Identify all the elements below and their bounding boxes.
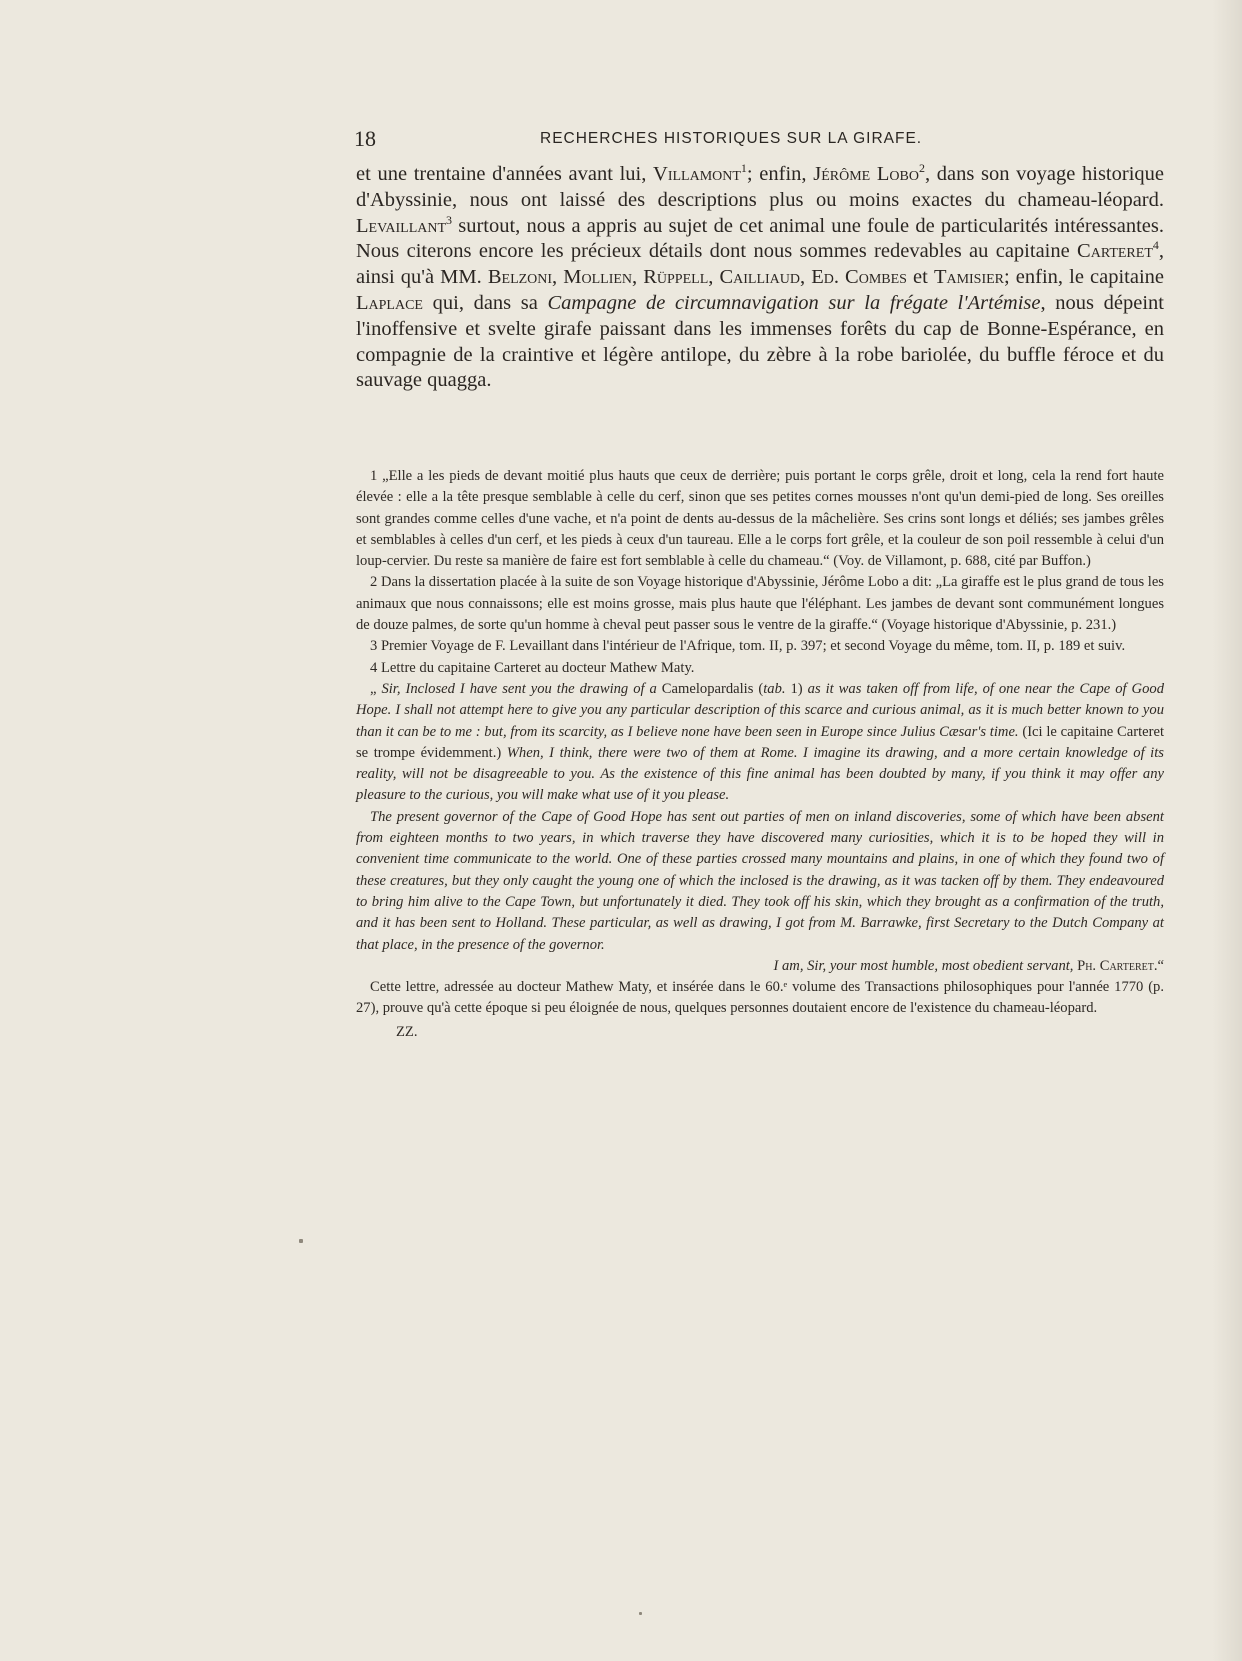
footnote-ref-1: 1 [740,161,747,176]
letter-paragraph-1: „ Sir, Inclosed I have sent you the drawing of a Camelopardalis (tab. 1) as it was taken off from life, of one near the Cape of Good Hope. I shall not attempt here to give you any particular description of this scarce and curious animal, as it is much better known to you than it can be to me : but, from its scarcity, as I believe none have been seen in Europe since Julius Cæsar's time. (Ici le capitaine Carteret se trompe évidemment.) When, I think, there were two of them at Rome. I imagine its drawing, and a more certain knowledge of its reality, will not be disagreeable to you. As the existence of this fine animal has been doubted by many, if you think it may offer any pleasure to the curious, you will make what use of it you please. [356,680,1164,804]
paper-speck [299,1239,303,1243]
names-explorers: Belzoni, Mollien, Rüppell, Cailliaud, Ed. Combes [487,266,907,289]
name-levaillant: Levaillant [356,214,447,237]
footnote-4: 4 Lettre du capitaine Carteret au docteur Mathew Maty. [370,659,695,676]
paper-speck [639,1612,642,1615]
running-header [354,126,974,152]
footnote-ref-4: 4 [1152,238,1159,253]
footnote-1: 1 „Elle a les pieds de devant moitié plus hauts que ceux de derrière; puis portant le corps grêle, droit et long, cela la rend fort haute élevée : elle a la tête presque semblable à celle du cerf, sinon que ses petites cornes mousses n'ont qu'un demi-pied de long. Ses oreilles sont grandes comme celles d'une vache, et n'a point de dents au-dessus de la mâchelière. Ses crins sont longs et déliés; ses jambes grêles et semblables à celles d'un cerf, et les pieds à ceux d'un taureau. Elle a le corps fort grêle, et la couleur de son poil ressemble à celui d'un loup-cervier. Du reste sa manière de faire est fort semblable à celle du chameau.“ (Voy. de Villamont, p. 688, cité par Buffon.) [356,468,1164,570]
footnote-3: 3 Premier Voyage de F. Levaillant dans l'intérieur de l'Afrique, tom. II, p. 397; et second Voyage du même, tom. II, p. 189 et suiv. [370,638,1126,655]
footnote-ref-2: 2 [918,161,925,176]
footnote-ref-3: 3 [446,212,453,227]
page-edge-shadow [1212,0,1242,1661]
footnotes [356,466,1164,1043]
letter-signature: I am, Sir, your most humble, most obedient servant, Ph. Carteret.“ [773,957,1164,974]
name-lobo: Jérôme Lobo [813,163,919,185]
name-carteret: Carteret [1077,240,1153,263]
name-laplace: Laplace [356,291,423,314]
name-tamisier: Tamisier [933,266,1005,289]
book-title: Campagne de circumnavigation sur la frégate l'Artémise [547,291,1041,314]
signature-mark: ZZ. [396,1023,418,1040]
name-villamont: Villamont [653,163,741,185]
letter-paragraph-2: The present governor of the Cape of Good Hope has sent out parties of men on inland discoveries, some of which have been absent from eighteen months to two years, in which traverse they have discovered many curiosities, which it is to be hoped they will in convenient time communicate to the world. One of these parties crossed many mountains and plains, in one of which they found two of these creatures, but they only caught the young one of which the inclosed is the drawing, as it was tacken off by them. They endeavoured to bring him alive to the Cape Town, but unfortunately it died. They took off his skin, which they brought as a confirmation of the truth, and it has been sent to Holland. These particular, as well as drawing, I got from M. Barrawke, first Secretary to the Dutch Company at that place, in the presence of the governor. [356,808,1164,953]
footnote-commentary: Cette lettre, adressée au docteur Mathew Maty, et insérée dans le 60.ᵉ volume des Transactions philosophiques pour l'année 1770 (p. 27), prouve qu'à cette époque si peu éloignée de nous, quelques personnes doutaient encore de l'existence du chameau-léopard. [356,979,1164,1017]
page-number: 18 [354,126,376,151]
running-title: RECHERCHES HISTORIQUES SUR LA GIRAFE. [540,130,923,147]
footnote-2: 2 Dans la dissertation placée à la suite de son Voyage historique d'Abyssinie, Jérôme Lobo a dit: „La giraffe est le plus grand de tous les animaux que nous connaissons; elle est moins grosse, mais plus haute que l'éléphant. Les jambes de devant sont communément longues de douze palmes, de sorte qu'un homme à cheval peut passer sous le ventre de la giraffe.“ (Voyage historique d'Abyssinie, p. 231.) [356,574,1164,634]
body-text: et une trentaine d'années avant lui, Villamont$^1$; enfin, Jérôme Lobo$^2$, dans son voyage historique d'Abyssinie, nous ont laissé des descriptions plus ou moins exactes du chameau-léopard. Levaillant$^3$ surtout, nous a appris au sujet de cet animal une foule de particularités intéressantes. Nous citerons encore les précieux détails dont nous sommes redevables au capitaine Carteret$^4$, ainsi qu'à MM. Belzoni, Mollien, Rüppell, Cailliaud, Ed. Combes et Tamisier; enfin, le capitaine Laplace qui, dans sa Campagne de circumnavigation sur la frégate l'Artémise, nous dépeint l'inoffensive et svelte girafe paissant dans les immenses forêts du cap de Bonne-Espérance, en compagnie de la craintive et légère antilope, du zèbre à la robe bariolée, du buffle féroce et du sauvage quagga. [356,161,1165,392]
main-paragraph [356,162,1164,394]
